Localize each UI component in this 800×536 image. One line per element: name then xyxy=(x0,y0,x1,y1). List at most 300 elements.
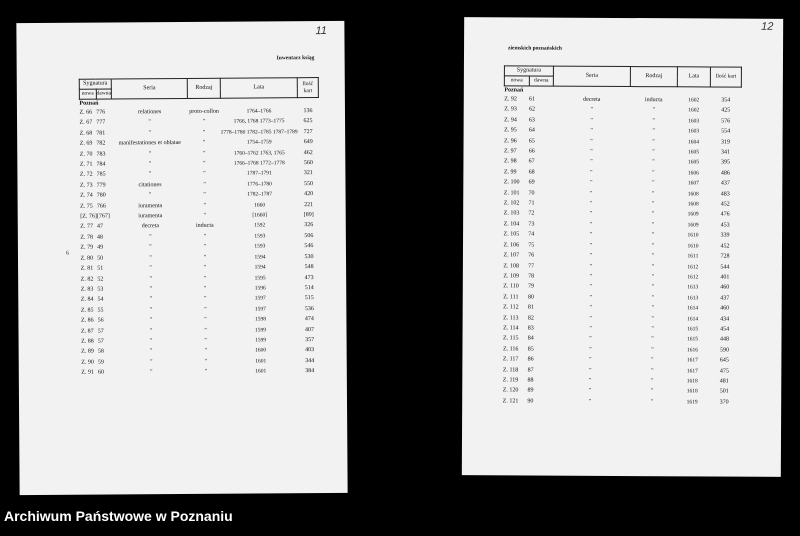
cell-ilosc: 506 xyxy=(304,232,314,240)
cell-rodzaj: " xyxy=(203,202,206,209)
cell-seria: relationes xyxy=(137,109,162,116)
cell-nowa: Z. 116 xyxy=(502,346,519,353)
cell-dawna: 90 xyxy=(527,398,534,405)
cell-nowa: Z. 74 xyxy=(80,192,93,199)
col-nowa: nowa xyxy=(79,89,96,99)
cell-dawna: 75 xyxy=(528,242,535,249)
cell-dawna: 776 xyxy=(96,109,106,116)
cell-seria: " xyxy=(149,306,153,313)
cell-rodzaj: " xyxy=(652,128,655,135)
cell-dawna: 76 xyxy=(528,252,535,259)
cell-dawna: 57 xyxy=(97,328,104,335)
cell-lata: 1617 xyxy=(686,357,698,364)
cell-dawna: 766 xyxy=(96,203,106,210)
col-seria: Seria xyxy=(553,66,630,86)
cell-nowa: Z. 121 xyxy=(502,398,519,405)
cell-dawna: 86 xyxy=(527,356,534,363)
cell-lata: 1600 xyxy=(255,347,267,354)
cell-ilosc: 645 xyxy=(719,357,729,364)
cell-ilosc: 590 xyxy=(719,347,729,354)
cell-seria: " xyxy=(589,325,592,332)
cell-lata: 1597 xyxy=(254,295,266,302)
cell-ilosc: 536 xyxy=(304,305,314,312)
cell-seria: " xyxy=(150,369,153,376)
cell-seria: " xyxy=(589,221,593,228)
cell-lata: 1660 xyxy=(254,202,266,209)
cell-lata: 1603 xyxy=(688,128,700,135)
cell-nowa: Z. 75 xyxy=(80,203,93,210)
cell-dawna: 63 xyxy=(528,117,535,124)
cell-dawna: 80 xyxy=(527,294,534,301)
page-number: 12 xyxy=(761,20,774,33)
cell-ilosc: 481 xyxy=(719,378,729,385)
cell-nowa: Z. 84 xyxy=(80,296,94,304)
cell-rodzaj: " xyxy=(651,274,655,281)
cell-ilosc: 483 xyxy=(720,191,730,198)
cell-rodzaj: " xyxy=(203,275,207,282)
cell-nowa: Z. 102 xyxy=(503,200,520,207)
col-dawna: dawna xyxy=(96,89,111,99)
cell-lata: 1603 xyxy=(688,118,700,125)
cell-dawna: 89 xyxy=(527,387,534,394)
cell-ilosc: 452 xyxy=(720,243,730,250)
cell-ilosc: 321 xyxy=(303,170,313,177)
cell-nowa: Z. 109 xyxy=(503,273,520,280)
cell-seria: citationes xyxy=(138,181,162,189)
cell-nowa: Z. 89 xyxy=(81,348,94,356)
cell-lata: 1612 xyxy=(687,274,699,281)
cell-lata: 1606 xyxy=(687,170,699,177)
cell-lata: 1787–1791 xyxy=(247,170,272,177)
cell-nowa: Z. 66 xyxy=(79,109,93,116)
cell-ilosc: 462 xyxy=(303,149,313,156)
cell-seria: " xyxy=(148,119,151,126)
cell-lata: 1593 xyxy=(254,243,266,250)
cell-seria: " xyxy=(590,190,593,197)
cell-ilosc: 384 xyxy=(305,368,315,375)
cell-dawna: 52 xyxy=(97,276,104,283)
col-seria: Seria xyxy=(111,78,187,99)
cell-dawna: 48 xyxy=(97,234,104,241)
cell-nowa: Z. 91 xyxy=(81,369,94,376)
cell-rodzaj: " xyxy=(203,140,206,147)
cell-nowa: Z. 83 xyxy=(80,286,94,293)
cell-seria: " xyxy=(590,159,593,166)
cell-dawna: 74 xyxy=(528,231,535,238)
cell-nowa: [Z. 76] xyxy=(80,213,97,220)
cell-ilosc: 354 xyxy=(721,97,731,104)
cell-seria: " xyxy=(589,367,592,374)
cell-rodzaj: " xyxy=(651,242,655,249)
cell-nowa: Z. 82 xyxy=(80,276,94,283)
cell-dawna: 88 xyxy=(527,377,534,384)
cell-lata: 1598 xyxy=(254,316,266,323)
cell-ilosc: 476 xyxy=(720,211,730,219)
cell-dawna: 783 xyxy=(96,151,106,158)
cell-ilosc: 727 xyxy=(303,128,313,135)
cell-lata: 1613 xyxy=(687,284,699,291)
col-nowa: nowa xyxy=(504,76,529,86)
cell-rodzaj: " xyxy=(652,169,655,177)
cell-rodzaj: " xyxy=(651,367,654,374)
cell-lata: 1614 xyxy=(687,315,699,322)
cell-seria: " xyxy=(149,348,153,355)
cell-dawna: 61 xyxy=(528,96,536,103)
cell-nowa: Z. 98 xyxy=(503,158,517,165)
cell-ilosc: 546 xyxy=(304,243,314,250)
cell-rodzaj: " xyxy=(203,160,206,167)
cell-dawna: 82 xyxy=(527,315,534,322)
cell-rodzaj: " xyxy=(204,285,207,292)
cell-seria: decreta xyxy=(141,223,160,230)
page-header-title: ziemskich poznańskich xyxy=(508,45,563,52)
cell-rodzaj: " xyxy=(651,263,655,270)
cell-dawna: 780 xyxy=(96,192,106,199)
cell-lata: 1616 xyxy=(686,347,698,354)
cell-ilosc: 437 xyxy=(720,180,730,187)
cell-rodzaj: " xyxy=(203,233,207,240)
cell-rodzaj: " xyxy=(652,159,655,166)
cell-rodzaj: " xyxy=(651,284,655,291)
cell-ilosc: 649 xyxy=(303,139,313,146)
cell-seria: " xyxy=(590,117,593,124)
cell-lata: 1609 xyxy=(687,211,699,218)
cell-seria: " xyxy=(590,169,593,176)
cell-seria: " xyxy=(148,130,151,137)
cell-lata: 1618 xyxy=(686,378,698,385)
cell-seria: " xyxy=(589,336,592,343)
cell-dawna: 59 xyxy=(97,359,104,366)
cell-dawna: 71 xyxy=(528,200,535,207)
cell-seria: manifestationes et oblatae xyxy=(118,140,181,147)
cell-rodzaj: " xyxy=(203,264,207,271)
cell-seria: " xyxy=(589,252,593,259)
cell-rodzaj: " xyxy=(204,327,207,334)
cell-rodzaj: " xyxy=(204,368,208,376)
cell-lata: 1615 xyxy=(687,326,699,333)
cell-rodzaj: " xyxy=(204,348,207,355)
cell-lata: 1617 xyxy=(686,367,698,374)
cell-lata: 1760–1762 1763, 1765 xyxy=(233,149,285,157)
cell-ilosc: 474 xyxy=(304,316,314,323)
cell-nowa: Z. 117 xyxy=(502,356,519,363)
archive-caption: Archiwum Państwowe w Poznaniu xyxy=(4,508,233,524)
cell-dawna: 70 xyxy=(528,190,535,197)
cell-ilosc: 453 xyxy=(720,222,730,229)
col-sygnatura: Sygnatura xyxy=(504,66,553,76)
cell-dawna: 58 xyxy=(97,348,104,355)
cell-ilosc: 407 xyxy=(304,326,315,333)
cell-ilosc: 434 xyxy=(720,316,730,323)
cell-lata: 1610 xyxy=(687,232,699,239)
cell-seria: " xyxy=(149,265,152,272)
cell-lata: 1597 xyxy=(254,306,266,313)
cell-lata: 1613 xyxy=(687,295,699,302)
cell-rodzaj: " xyxy=(652,149,655,156)
cell-rodzaj: inducta xyxy=(644,97,663,104)
cell-ilosc: 452 xyxy=(720,201,730,208)
left-page xyxy=(16,21,347,495)
cell-nowa: Z. 81 xyxy=(80,265,94,272)
cell-rodzaj: " xyxy=(650,398,654,405)
page-number: 11 xyxy=(315,24,327,38)
cell-ilosc: 475 xyxy=(719,368,729,375)
cell-dawna: 51 xyxy=(97,265,104,272)
cell-lata: 1595 xyxy=(254,274,266,281)
cell-lata: 1778–1780 1782–1785 1787–1789 xyxy=(220,129,298,136)
cell-ilosc: 395 xyxy=(720,159,730,166)
cell-seria: " xyxy=(590,138,593,145)
cell-lata: 1782–1787 xyxy=(247,191,272,198)
cell-ilosc: 221 xyxy=(304,201,314,208)
cell-dawna: 65 xyxy=(528,138,535,145)
table-row xyxy=(81,366,320,378)
cell-nowa: Z. 105 xyxy=(503,231,520,238)
cell-seria: " xyxy=(590,107,593,114)
cell-dawna: 49 xyxy=(97,244,104,251)
cell-rodzaj: " xyxy=(651,222,655,229)
cell-dawna: 68 xyxy=(528,169,535,176)
cell-ilosc: 728 xyxy=(720,253,730,260)
cell-ilosc: 448 xyxy=(719,336,730,343)
cell-ilosc: 344 xyxy=(305,357,315,364)
cell-seria: " xyxy=(589,315,592,322)
cell-seria: decreta xyxy=(583,96,601,103)
cell-seria: " xyxy=(589,294,592,301)
cell-rodzaj: " xyxy=(651,357,654,364)
col-dawna: dawna xyxy=(529,76,553,86)
cell-ilosc: 550 xyxy=(303,180,314,187)
cell-rodzaj: " xyxy=(651,211,655,218)
cell-rodzaj: " xyxy=(204,316,207,323)
cell-ilosc: 501 xyxy=(719,388,729,395)
cell-seria: " xyxy=(149,296,153,303)
cell-seria: " xyxy=(149,327,153,334)
cell-nowa: Z. 86 xyxy=(80,317,94,324)
cell-rodzaj: " xyxy=(651,232,655,239)
cell-seria: " xyxy=(588,398,592,405)
cell-lata: 1766, 1768 1773–1775 xyxy=(233,118,285,126)
cell-lata: 1615 xyxy=(686,336,699,343)
cell-rodzaj: " xyxy=(202,119,206,126)
cell-nowa: Z. 93 xyxy=(504,106,517,113)
cell-dawna: 69 xyxy=(528,179,535,186)
cell-seria: " xyxy=(589,242,593,249)
cell-dawna: 64 xyxy=(528,127,535,134)
cell-ilosc: 454 xyxy=(720,326,730,333)
cell-nowa: Z. 99 xyxy=(503,169,517,176)
cell-seria: " xyxy=(149,244,152,251)
cell-lata: 1594 xyxy=(254,264,266,271)
cell-seria: " xyxy=(589,232,593,239)
cell-seria: " xyxy=(589,356,592,363)
cell-seria: " xyxy=(148,171,152,178)
cell-nowa: Z. 100 xyxy=(503,179,520,186)
cell-seria: " xyxy=(589,211,593,218)
col-sygnatura: Sygnatura xyxy=(79,79,111,89)
cell-rodzaj: " xyxy=(204,306,207,313)
cell-dawna: 67 xyxy=(528,158,535,165)
cell-dawna: 73 xyxy=(528,221,535,228)
cell-rodzaj: " xyxy=(651,305,654,312)
cell-lata: 1602 xyxy=(688,107,700,114)
cell-ilosc: 514 xyxy=(304,284,314,292)
cell-seria: " xyxy=(590,128,593,135)
cell-nowa: Z. 118 xyxy=(502,366,519,374)
cell-nowa: Z. 104 xyxy=(503,221,520,228)
cell-dawna: 85 xyxy=(527,346,534,353)
cell-rodzaj: " xyxy=(652,190,655,197)
cell-nowa: Z. 103 xyxy=(503,210,520,217)
right-page xyxy=(462,17,783,477)
cell-lata: 1608 xyxy=(687,190,699,198)
cell-dawna: 83 xyxy=(527,325,534,332)
cell-seria: " xyxy=(589,377,592,384)
cell-ilosc: 370 xyxy=(719,399,729,406)
cell-dawna: 66 xyxy=(528,148,535,155)
cell-nowa: Z. 95 xyxy=(504,127,517,134)
cell-nowa: Z. 115 xyxy=(503,335,519,342)
col-lata: Lata xyxy=(220,78,297,99)
cell-seria: " xyxy=(149,338,153,345)
cell-rodzaj: " xyxy=(651,326,654,333)
cell-nowa: Z. 110 xyxy=(503,283,519,290)
cell-nowa: Z. 77 xyxy=(80,224,93,231)
cell-dawna: 53 xyxy=(97,286,104,293)
cell-dawna: 785 xyxy=(96,171,106,179)
cell-rodzaj: " xyxy=(203,171,206,178)
cell-nowa: Z. 73 xyxy=(79,182,93,189)
cell-lata: 1607 xyxy=(687,180,699,187)
cell-dawna: 62 xyxy=(528,106,535,113)
cell-lata: 1599 xyxy=(255,337,267,344)
cell-nowa: Z. 85 xyxy=(80,307,94,314)
cell-seria: " xyxy=(148,161,152,168)
cell-nowa: Z. 90 xyxy=(81,359,94,366)
cell-ilosc: 515 xyxy=(304,295,314,302)
cell-lata: 1609 xyxy=(687,222,699,229)
cell-ilosc: 460 xyxy=(720,284,730,291)
register-table xyxy=(502,65,742,407)
cell-seria: " xyxy=(589,263,593,270)
cell-seria: iuramenta xyxy=(138,202,163,209)
cell-seria: " xyxy=(590,180,593,187)
cell-ilosc: 401 xyxy=(720,274,730,281)
cell-seria: " xyxy=(149,317,153,324)
cell-rodzaj: " xyxy=(204,358,208,365)
cell-lata: 1601 xyxy=(255,358,267,365)
cell-nowa: Z. 108 xyxy=(503,262,520,269)
cell-lata: 1594 xyxy=(254,254,266,261)
cell-rodzaj: inducta xyxy=(195,223,214,230)
cell-lata: 1766–1768 1772–1778 xyxy=(233,160,285,167)
cell-seria: " xyxy=(589,346,592,353)
section-label: Poznań xyxy=(504,87,524,94)
cell-lata: 1592 xyxy=(254,222,266,229)
cell-rodzaj: " xyxy=(204,337,207,344)
cell-dawna: 78 xyxy=(528,273,535,280)
cell-lata: [1660] xyxy=(252,212,268,219)
cell-nowa: Z. 67 xyxy=(79,120,93,127)
register-table xyxy=(79,77,321,378)
cell-lata: 1596 xyxy=(254,285,266,292)
cell-lata: 1610 xyxy=(687,243,699,250)
cell-nowa: Z. 78 xyxy=(80,234,94,241)
cell-dawna: 57 xyxy=(97,338,104,345)
cell-rodzaj: " xyxy=(650,388,654,395)
cell-rodzaj: " xyxy=(651,336,654,343)
cell-dawna: 79 xyxy=(528,283,535,290)
cell-rodzaj: " xyxy=(652,138,655,145)
cell-ilosc: 625 xyxy=(303,118,313,125)
cell-lata: 1614 xyxy=(687,305,699,312)
cell-ilosc: 460 xyxy=(720,305,730,312)
cell-lata: 1754–1759 xyxy=(246,139,272,146)
cell-rodzaj: " xyxy=(203,181,206,188)
col-lata: Lata xyxy=(677,67,710,87)
cell-nowa: Z. 94 xyxy=(504,117,517,124)
cell-dawna: 781 xyxy=(96,130,106,137)
section-label: Poznań xyxy=(79,100,99,107)
col-rodzaj: Rodzaj xyxy=(630,67,677,87)
margin-mark: 6 xyxy=(65,250,69,257)
cell-ilosc: 548 xyxy=(304,264,314,271)
cell-lata: 1611 xyxy=(687,253,699,260)
cell-nowa: Z. 107 xyxy=(503,252,520,259)
page-header-title: Inwentarz ksiąg xyxy=(276,55,315,62)
cell-ilosc: 339 xyxy=(720,232,730,239)
cell-dawna: 81 xyxy=(527,304,534,311)
cell-nowa: Z. 113 xyxy=(503,314,519,321)
cell-rodzaj: " xyxy=(651,378,654,385)
cell-nowa: Z. 69 xyxy=(79,140,93,147)
cell-lata: 1601 xyxy=(255,368,267,375)
cell-nowa: Z. 114 xyxy=(503,325,519,332)
cell-nowa: Z. 80 xyxy=(80,255,94,262)
cell-rodzaj: " xyxy=(652,107,655,114)
cell-dawna: 782 xyxy=(96,140,106,147)
cell-ilosc: 560 xyxy=(303,160,313,167)
cell-seria: " xyxy=(589,200,593,207)
cell-ilosc: 530 xyxy=(304,253,314,260)
cell-dawna: 56 xyxy=(97,317,104,324)
cell-ilosc: 420 xyxy=(304,191,314,198)
cell-dawna: 50 xyxy=(97,255,104,262)
cell-dawna: 77 xyxy=(528,263,535,270)
col-ilosc: Ilość kart xyxy=(297,78,318,98)
cell-seria: " xyxy=(590,148,593,155)
cell-dawna: 784 xyxy=(96,161,106,168)
cell-nowa: Z. 111 xyxy=(503,294,519,301)
cell-seria: " xyxy=(148,192,152,199)
cell-dawna: 54 xyxy=(97,296,104,303)
cell-seria: " xyxy=(149,254,152,261)
table-row xyxy=(503,396,740,408)
cell-rodzaj: " xyxy=(652,180,655,187)
cell-seria: " xyxy=(148,150,152,157)
cell-nowa: Z. 70 xyxy=(79,151,93,158)
cell-rodzaj: " xyxy=(651,201,655,208)
cell-dawna: 47 xyxy=(96,224,103,231)
cell-lata: 1599 xyxy=(254,326,267,334)
cell-seria: " xyxy=(149,234,152,241)
cell-rodzaj: " xyxy=(203,150,206,157)
cell-dawna: 55 xyxy=(97,307,104,314)
cell-ilosc: 486 xyxy=(720,170,730,177)
cell-ilosc: 403 xyxy=(305,347,315,354)
cell-dawna: 72 xyxy=(528,210,535,218)
cell-ilosc: 544 xyxy=(720,264,730,271)
